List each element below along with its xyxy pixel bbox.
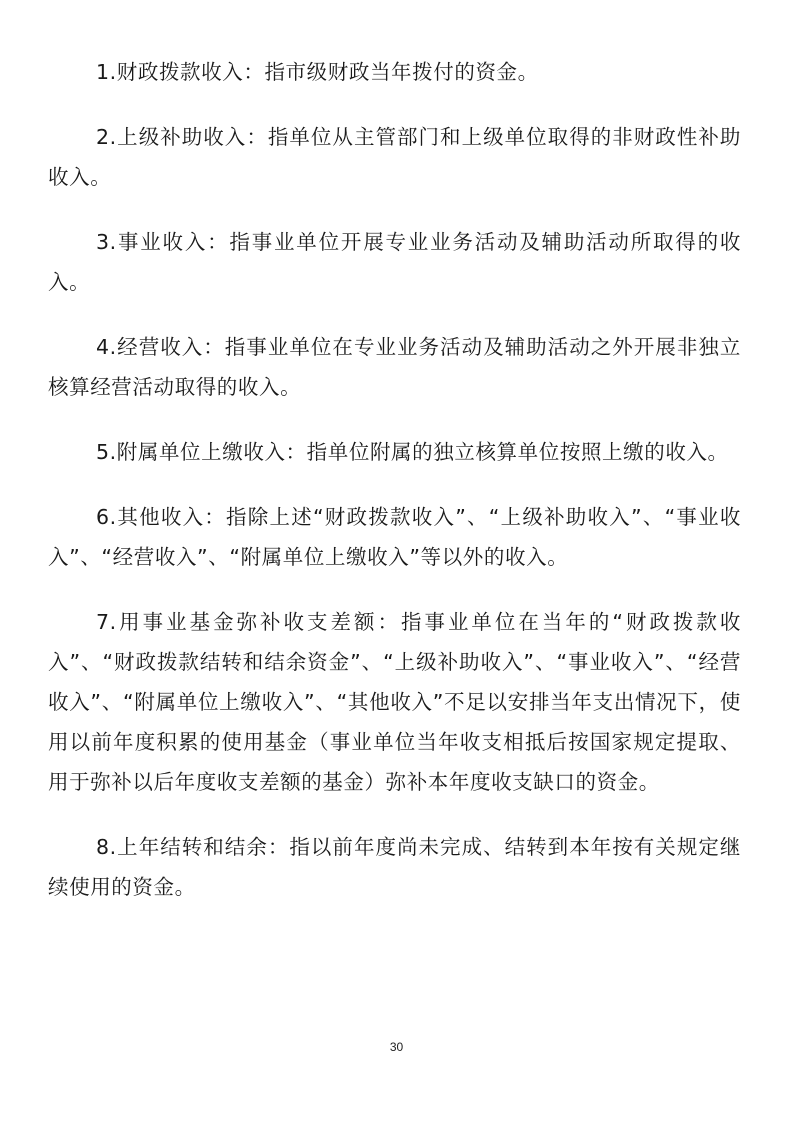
- paragraph-fiscal-appropriation-income: 1.财政拨款收入：指市级财政当年拨付的资金。: [96, 60, 539, 84]
- paragraph-prior-year-carryover: 8.上年结转和结余：指以前年度尚未完成、结转到本年按有关规定继续使用的资金。: [48, 835, 741, 899]
- page-number: 30: [389, 1040, 404, 1054]
- paragraph-other-income: 6.其他收入：指除上述“财政拨款收入”、“上级补助收入”、“事业收入”、“经营收入”、“附属单位上缴收入”等以外的收入。: [48, 505, 741, 569]
- paragraph-business-fund-offset: 7.用事业基金弥补收支差额：指事业单位在当年的“财政拨款收入”、“财政拨款结转和结余资金”、“上级补助收入”、“事业收入”、“经营收入”、“附属单位上缴收入”、“其他收入”不足以安排当年支出情况下，使用以前年度积累的使用基金（事业单位当年收支相抵后按国家规定提取、用于弥补以后年度收支差额的基金）弥补本年度收支缺口的资金。: [48, 610, 741, 794]
- paragraph-operating-income: 4.经营收入：指事业单位在专业业务活动及辅助活动之外开展非独立核算经营活动取得的收入。: [48, 335, 741, 399]
- paragraph-superior-subsidy-income: 2.上级补助收入：指单位从主管部门和上级单位取得的非财政性补助收入。: [48, 125, 741, 189]
- paragraph-business-income: 3.事业收入：指事业单位开展专业业务活动及辅助活动所取得的收入。: [48, 230, 741, 294]
- document-body: [48, 52, 741, 932]
- paragraph-affiliated-unit-income: 5.附属单位上缴收入：指单位附属的独立核算单位按照上缴的收入。: [96, 440, 729, 464]
